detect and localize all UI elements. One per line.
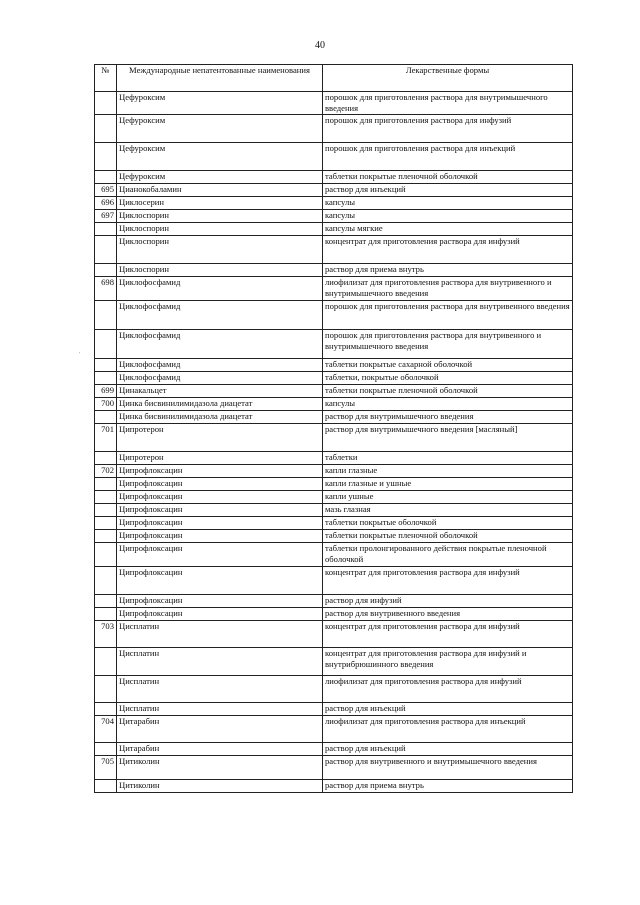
row-inn: Циклоспорин	[117, 210, 323, 223]
row-form: концентрат для приготовления раствора для инфузий и внутрибрюшинного введения	[323, 648, 573, 676]
row-form: таблетки покрытые сахарной оболочкой	[323, 359, 573, 372]
row-inn: Цинка бисвинилимидазола диацетат	[117, 398, 323, 411]
row-form: раствор для инъекций	[323, 703, 573, 716]
table-row	[95, 398, 573, 411]
row-number	[95, 595, 117, 608]
row-inn: Циклоспорин	[117, 223, 323, 236]
row-form: таблетки покрытые пленочной оболочкой	[323, 385, 573, 398]
table-row	[95, 92, 573, 115]
row-form: таблетки	[323, 452, 573, 465]
row-inn: Цисплатин	[117, 621, 323, 648]
row-form: раствор для инъекций	[323, 184, 573, 197]
table-row	[95, 780, 573, 793]
row-form: концентрат для приготовления раствора для инфузий	[323, 621, 573, 648]
row-inn: Ципрофлоксацин	[117, 504, 323, 517]
drug-forms-table	[94, 64, 573, 793]
row-number	[95, 743, 117, 756]
table-row	[95, 223, 573, 236]
row-inn: Ципрофлоксацин	[117, 465, 323, 478]
row-inn: Цитиколин	[117, 756, 323, 780]
table-row	[95, 210, 573, 223]
row-number: 695	[95, 184, 117, 197]
row-number	[95, 115, 117, 143]
row-form: раствор для инъекций	[323, 743, 573, 756]
table-row	[95, 676, 573, 703]
row-number: 703	[95, 621, 117, 648]
row-inn: Циклоспорин	[117, 236, 323, 264]
row-inn: Цитарабин	[117, 743, 323, 756]
row-form: порошок для приготовления раствора для инфузий	[323, 115, 573, 143]
table-row	[95, 517, 573, 530]
row-inn: Цинка бисвинилимидазола диацетат	[117, 411, 323, 424]
row-form: таблетки покрытые оболочкой	[323, 517, 573, 530]
row-number	[95, 567, 117, 595]
row-number: 699	[95, 385, 117, 398]
row-form: таблетки, покрытые оболочкой	[323, 372, 573, 385]
row-form: раствор для внутривенного введения	[323, 608, 573, 621]
table-row	[95, 385, 573, 398]
row-number	[95, 543, 117, 567]
table-row	[95, 743, 573, 756]
header-inn: Международные непатентованные наименования	[117, 65, 323, 92]
row-form: лиофилизат для приготовления раствора для внутривенного и внутримышечного введения	[323, 277, 573, 301]
row-inn: Циклоспорин	[117, 264, 323, 277]
row-inn: Ципротерон	[117, 424, 323, 452]
table-row	[95, 411, 573, 424]
row-number	[95, 648, 117, 676]
row-number	[95, 452, 117, 465]
row-form: капсулы	[323, 197, 573, 210]
row-inn: Цисплатин	[117, 703, 323, 716]
row-number	[95, 92, 117, 115]
header-number: №	[95, 65, 117, 92]
table-header-row	[95, 65, 573, 92]
row-inn: Цефуроксим	[117, 92, 323, 115]
row-inn: Цефуроксим	[117, 143, 323, 171]
row-number: 697	[95, 210, 117, 223]
row-number	[95, 330, 117, 359]
row-number	[95, 411, 117, 424]
row-inn: Цинакальцет	[117, 385, 323, 398]
table-row	[95, 608, 573, 621]
row-number: 700	[95, 398, 117, 411]
row-number	[95, 504, 117, 517]
row-form: лиофилизат для приготовления раствора для инъекций	[323, 716, 573, 743]
stray-mark: '	[79, 352, 81, 358]
row-inn: Цисплатин	[117, 648, 323, 676]
row-form: концентрат для приготовления раствора для инфузий	[323, 236, 573, 264]
row-inn: Циклофосфамид	[117, 277, 323, 301]
table-row	[95, 716, 573, 743]
row-inn: Цитиколин	[117, 780, 323, 793]
table-row	[95, 115, 573, 143]
table-row	[95, 197, 573, 210]
row-form: капсулы мягкие	[323, 223, 573, 236]
row-form: раствор для внутримышечного введения	[323, 411, 573, 424]
row-inn: Цефуроксим	[117, 171, 323, 184]
row-inn: Ципрофлоксацин	[117, 543, 323, 567]
row-number	[95, 223, 117, 236]
table-row	[95, 236, 573, 264]
row-form: лиофилизат для приготовления раствора для инфузий	[323, 676, 573, 703]
row-inn: Циклофосфамид	[117, 372, 323, 385]
table-row	[95, 264, 573, 277]
row-inn: Ципрофлоксацин	[117, 491, 323, 504]
table-row	[95, 465, 573, 478]
row-form: раствор для внутривенного и внутримышечного введения	[323, 756, 573, 780]
row-number	[95, 530, 117, 543]
table-row	[95, 372, 573, 385]
row-inn: Циклофосфамид	[117, 301, 323, 330]
row-number: 696	[95, 197, 117, 210]
row-form: раствор для приема внутрь	[323, 264, 573, 277]
table-row	[95, 359, 573, 372]
table-row	[95, 424, 573, 452]
row-form: капли глазные и ушные	[323, 478, 573, 491]
row-number	[95, 372, 117, 385]
row-inn: Ципрофлоксацин	[117, 595, 323, 608]
table-row	[95, 171, 573, 184]
row-inn: Ципрофлоксацин	[117, 530, 323, 543]
table-row	[95, 330, 573, 359]
row-inn: Ципрофлоксацин	[117, 517, 323, 530]
row-inn: Цианокобаламин	[117, 184, 323, 197]
row-inn: Ципрофлоксацин	[117, 478, 323, 491]
table-row	[95, 301, 573, 330]
table-row	[95, 703, 573, 716]
row-number	[95, 171, 117, 184]
row-number	[95, 264, 117, 277]
page-number: 40	[315, 40, 325, 51]
table-row	[95, 491, 573, 504]
row-number	[95, 301, 117, 330]
row-number	[95, 517, 117, 530]
row-form: раствор для внутримышечного введения [масляный]	[323, 424, 573, 452]
row-inn: Циклофосфамид	[117, 330, 323, 359]
row-form: таблетки покрытые пленочной оболочкой	[323, 171, 573, 184]
table-row	[95, 648, 573, 676]
row-form: таблетки покрытые пленочной оболочкой	[323, 530, 573, 543]
row-inn: Цефуроксим	[117, 115, 323, 143]
table-row	[95, 184, 573, 197]
row-number	[95, 143, 117, 171]
header-dosage-form: Лекарственные формы	[323, 65, 573, 92]
row-form: порошок для приготовления раствора для инъекций	[323, 143, 573, 171]
table-row	[95, 543, 573, 567]
row-form: мазь глазная	[323, 504, 573, 517]
row-form: раствор для приема внутрь	[323, 780, 573, 793]
row-number	[95, 780, 117, 793]
row-number: 705	[95, 756, 117, 780]
row-number: 704	[95, 716, 117, 743]
row-number: 701	[95, 424, 117, 452]
row-number	[95, 236, 117, 264]
row-form: капли глазные	[323, 465, 573, 478]
row-form: раствор для инфузий	[323, 595, 573, 608]
row-inn: Цитарабин	[117, 716, 323, 743]
table-row	[95, 530, 573, 543]
row-form: порошок для приготовления раствора для внутривенного и внутримышечного введения	[323, 330, 573, 359]
table-row	[95, 277, 573, 301]
row-number	[95, 608, 117, 621]
table-row	[95, 478, 573, 491]
row-number: 702	[95, 465, 117, 478]
row-number	[95, 478, 117, 491]
row-number: 698	[95, 277, 117, 301]
row-form: капсулы	[323, 398, 573, 411]
row-form: концентрат для приготовления раствора для инфузий	[323, 567, 573, 595]
row-number	[95, 359, 117, 372]
row-number	[95, 491, 117, 504]
row-form: капсулы	[323, 210, 573, 223]
row-form: порошок для приготовления раствора для внутривенного введения	[323, 301, 573, 330]
row-form: порошок для приготовления раствора для внутримышечного введения	[323, 92, 573, 115]
row-inn: Цисплатин	[117, 676, 323, 703]
row-number	[95, 703, 117, 716]
row-form: капли ушные	[323, 491, 573, 504]
table-row	[95, 567, 573, 595]
row-inn: Циклофосфамид	[117, 359, 323, 372]
row-inn: Ципротерон	[117, 452, 323, 465]
row-inn: Циклосерин	[117, 197, 323, 210]
row-inn: Ципрофлоксацин	[117, 567, 323, 595]
table-row	[95, 504, 573, 517]
table-row	[95, 621, 573, 648]
table-row	[95, 143, 573, 171]
row-inn: Ципрофлоксацин	[117, 608, 323, 621]
row-form: таблетки пролонгированного действия покрытые пленочной оболочкой	[323, 543, 573, 567]
table-row	[95, 595, 573, 608]
table-row	[95, 756, 573, 780]
row-number	[95, 676, 117, 703]
table-row	[95, 452, 573, 465]
